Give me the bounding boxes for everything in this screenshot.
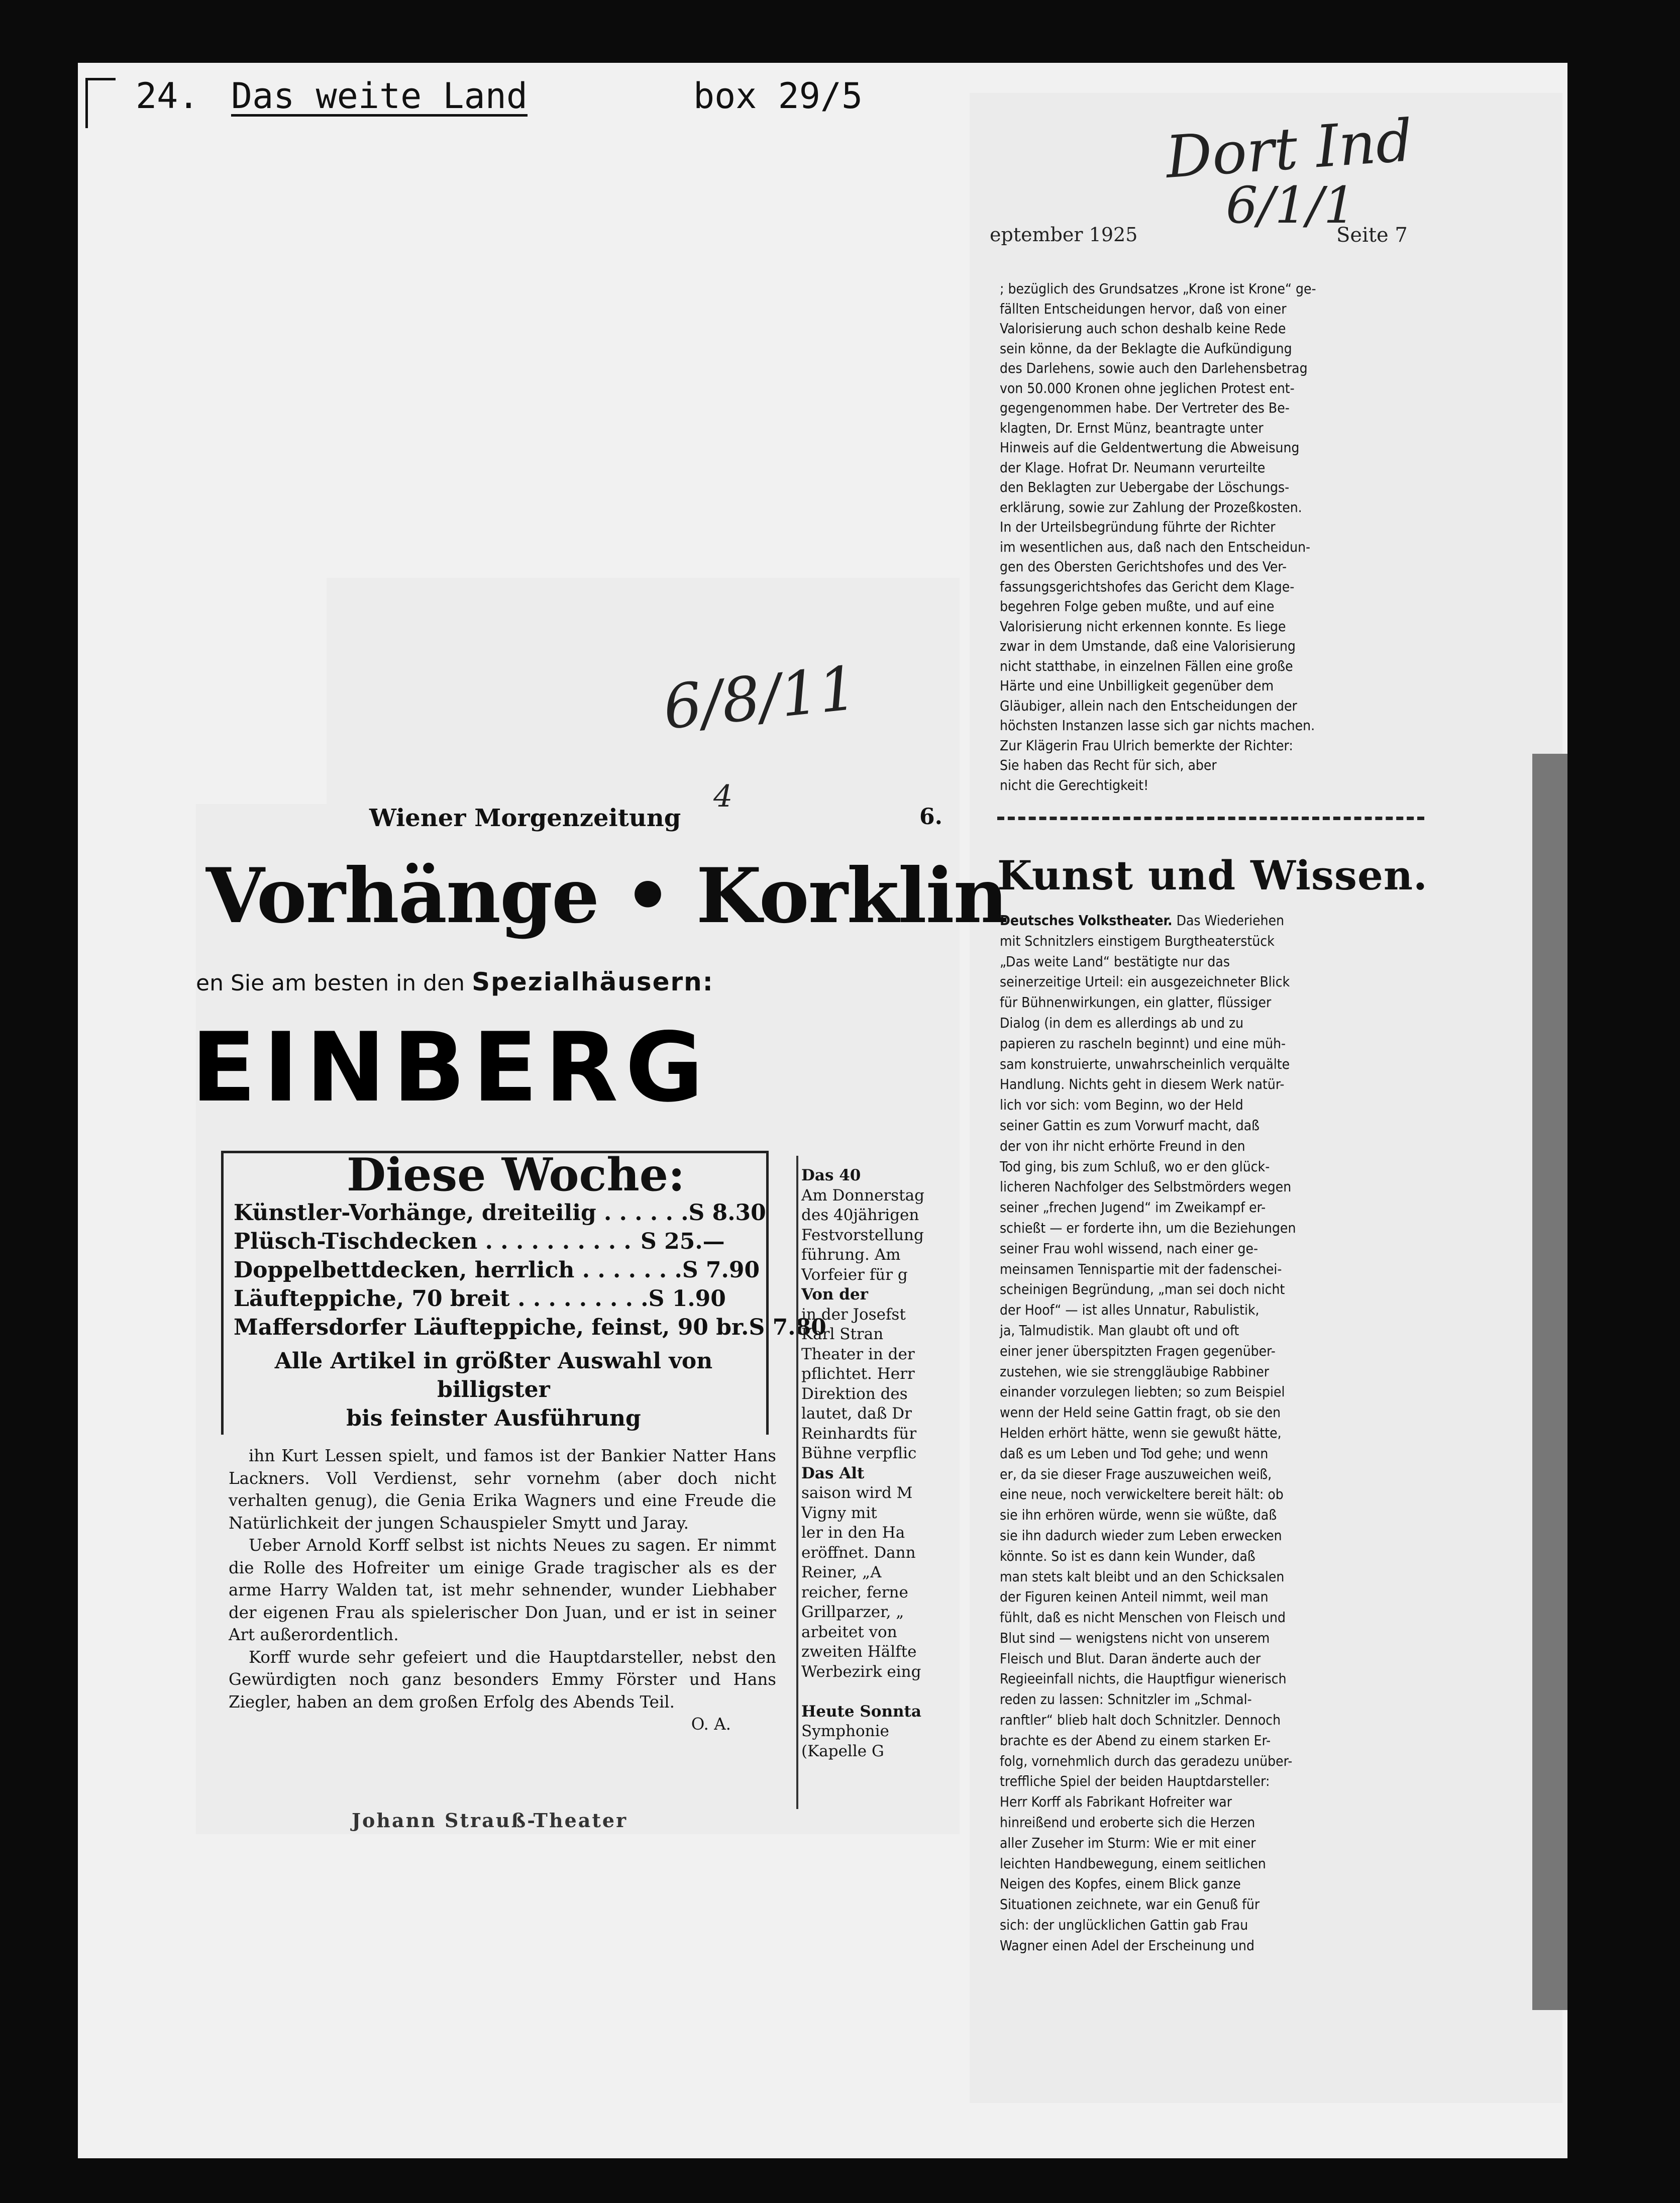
text-line: erklärung, sowie zur Zahlung der Prozeßkosten. (1000, 498, 1302, 516)
text-line-content: „Das weite Land“ bestätigte nur das (1000, 953, 1230, 970)
text-line: saison wird M (801, 1484, 913, 1502)
text-line: des 40jährigen (801, 1206, 919, 1224)
text-line: der Klage. Hofrat Dr. Neumann verurteilte (1000, 459, 1266, 476)
text-line: Das Alt (801, 1464, 865, 1482)
text-line-content: der von ihr nicht erhörte Freund in den (1000, 1137, 1245, 1154)
ad-subline-bold: Spezialhäusern: (472, 967, 714, 996)
section-divider (997, 817, 1424, 820)
text-line-content: Situationen zeichnete, war ein Genuß für (1000, 1896, 1260, 1913)
text-line-content: man stets kalt bleibt und an den Schicksalen (1000, 1568, 1285, 1585)
review-paragraph: Ueber Arnold Korff selbst ist nichts Neues zu sagen. Er nimmt die Rolle des Hofreiter um einige Grade tragischer als es der arme Harry Walden tat, ist mehr sehnender, wunder Liebhaber der eigenen Frau als spielerischer Don Juan, und er ist in seiner Art außerordentlich. (229, 1536, 776, 1644)
text-line-content: seiner Gattin es zum Vorwurf macht, daß (1000, 1117, 1260, 1134)
text-line (1000, 1013, 1422, 1034)
text-line (801, 1682, 952, 1702)
text-line: im wesentlichen aus, daß nach den Entscheidun- (1000, 538, 1311, 555)
text-line (1000, 1300, 1422, 1321)
text-line: begehren Folge geben mußte, und auf eine (1000, 598, 1275, 615)
price-row (234, 1227, 754, 1256)
text-line-content: Herr Korff als Fabrikant Hofreiter war (1000, 1793, 1232, 1811)
text-line: klagten, Dr. Ernst Münz, beantragte unter (1000, 419, 1264, 436)
text-line (1000, 1116, 1422, 1136)
text-line: In der Urteilsbegründung führte der Richter (1000, 519, 1276, 535)
price-row (234, 1256, 760, 1284)
text-line-content: lich vor sich: vom Beginn, wo der Held (1000, 1096, 1243, 1114)
text-line-content: Blut sind — wenigstens nicht von unserem (1000, 1629, 1270, 1646)
text-line (1000, 911, 1422, 931)
price-item: Maffersdorfer Läufteppiche, feinst, 90 br. (234, 1315, 749, 1340)
text-line-content: reden zu lassen: Schnitzler im „Schmal- (1000, 1691, 1252, 1708)
ad-subline-text: en Sie am besten in den (196, 970, 465, 996)
text-line-content: Helden erhört hätte, wenn sie gewußt hätte, (1000, 1424, 1282, 1441)
clipping-review-text (229, 1445, 776, 1736)
price-list (234, 1198, 826, 1342)
price-row (234, 1313, 826, 1342)
ad-footer-line: bis feinster Ausführung (346, 1406, 641, 1431)
text-line-content: der Hoof“ — ist alles Unnatur, Rabulistik, (1000, 1301, 1259, 1319)
text-line-content: ranftler“ blieb halt doch Schnitzler. Dennoch (1000, 1712, 1281, 1729)
text-line-content: Dialog (in dem es allerdings ab und zu (1000, 1014, 1244, 1031)
text-line: Reinhardts für (801, 1424, 917, 1443)
text-line-content: seiner „frechen Jugend“ im Zweikampf er- (1000, 1199, 1266, 1216)
text-line (1000, 1239, 1422, 1259)
text-line (1000, 1136, 1422, 1157)
text-line-content: seiner Frau wohl wissend, nach einer ge- (1000, 1240, 1258, 1257)
text-line-content: Regieeinfall nichts, die Hauptfigur wienerisch (1000, 1670, 1287, 1687)
text-line: Gläubiger, allein nach den Entscheidungen der (1000, 697, 1297, 714)
text-line-content: scheinigen Begründung, „man sei doch nicht (1000, 1281, 1285, 1298)
text-line: gen des Obersten Gerichtshofes und des Ver- (1000, 558, 1287, 575)
text-line (1000, 1095, 1422, 1116)
text-line-content: folg, vornehmlich durch das geradezu unüber- (1000, 1752, 1293, 1769)
text-line: Karl Stran (801, 1325, 884, 1343)
text-line: höchsten Instanzen lasse sich gar nichts machen. (1000, 717, 1315, 734)
text-line-content: der Figuren keinen Anteil nimmt, weil man (1000, 1588, 1269, 1606)
text-line: Sie haben das Recht für sich, aber (1000, 757, 1217, 773)
text-line (1000, 1915, 1422, 1936)
text-line (1000, 1854, 1422, 1874)
text-line: Das 40 (801, 1166, 861, 1184)
clipping-middle-column (801, 1166, 952, 1784)
text-line: Am Donnerstag (801, 1186, 924, 1205)
price-value: S 7.80 (749, 1315, 826, 1340)
text-line (1000, 1362, 1422, 1382)
text-line: Grillparzer, „ (801, 1603, 904, 1621)
ad-box-title: Diese Woche: (347, 1148, 685, 1201)
text-line (1000, 1423, 1422, 1444)
text-line: in der Josefst (801, 1305, 906, 1324)
text-line (1000, 1074, 1422, 1095)
text-line (1000, 1833, 1422, 1854)
text-line (1000, 1321, 1422, 1341)
text-line-content: wenn der Held seine Gattin fragt, ob sie den (1000, 1404, 1281, 1421)
newspaper-date: 6. (919, 804, 942, 830)
text-line (1000, 1526, 1422, 1546)
text-line: lautet, daß Dr (801, 1405, 912, 1423)
text-line (1000, 1444, 1422, 1464)
sheet-title: Das weite Land (231, 75, 528, 117)
text-line: zweiten Hälfte (801, 1643, 917, 1661)
price-item: Plüsch-Tischdecken . . . . . . . . . . (234, 1229, 632, 1254)
text-line: gegengenommen habe. Der Vertreter des Be- (1000, 399, 1290, 416)
text-line: arbeitet von (801, 1623, 897, 1641)
text-line-content: einander vorzulegen liebten; so zum Beispiel (1000, 1383, 1285, 1400)
court-report-text (1000, 279, 1422, 795)
text-line-content: Neigen des Kopfes, einem Blick ganze (1000, 1875, 1241, 1892)
text-line-content: aller Zuseher im Sturm: Wie er mit einer (1000, 1834, 1256, 1851)
price-item: Läufteppiche, 70 breit . . . . . . . . . (234, 1286, 649, 1312)
text-line (1000, 1279, 1422, 1300)
text-line: pflichtet. Herr (801, 1365, 915, 1383)
text-line: Zur Klägerin Frau Ulrich bemerkte der Richter: (1000, 737, 1293, 754)
text-line: Vigny mit (801, 1504, 877, 1522)
text-line: Festvorstellung (801, 1226, 924, 1244)
price-value: S 7.90 (682, 1257, 760, 1283)
text-line (1000, 1034, 1422, 1054)
text-line (1000, 1567, 1422, 1587)
clipping-top-margin (327, 578, 960, 814)
text-line-content: er, da sie dieser Frage auszuweichen weiß, (1000, 1465, 1272, 1482)
handwritten-date: 6/1/1 (1226, 176, 1356, 235)
text-line (1000, 1403, 1422, 1423)
text-line (1000, 1546, 1422, 1567)
text-line (1000, 1608, 1422, 1628)
text-line: Heute Sonnta (801, 1702, 921, 1721)
text-line: Valorisierung auch schon deshalb keine Rede (1000, 320, 1286, 337)
text-line: (Kapelle G (801, 1742, 884, 1760)
text-line-content: ja, Talmudistik. Man glaubt oft und oft (1000, 1322, 1239, 1339)
text-line (1000, 952, 1422, 972)
clipping-handwritten-mark: 4 (713, 779, 733, 814)
right-column-shadow (1532, 754, 1567, 2010)
ad-store-name: EINBERG (191, 1012, 711, 1123)
text-line: sein könne, da der Beklagte die Aufkündigung (1000, 340, 1292, 357)
price-item: Künstler-Vorhänge, dreiteilig . . . . . . (234, 1200, 689, 1226)
text-line-content: zustehen, wie sie strenggläubige Rabbiner (1000, 1363, 1270, 1380)
text-line (1000, 1505, 1422, 1526)
review-signature: O. A. (691, 1715, 731, 1734)
text-line: Werbezirk eing (801, 1662, 921, 1681)
text-line (1000, 1669, 1422, 1689)
text-line: Von der (801, 1285, 868, 1304)
price-value: S 8.30 (688, 1200, 766, 1226)
text-line-content: meinsamen Tennispartie mit der fadenschei- (1000, 1260, 1282, 1277)
text-line: eröffnet. Dann (801, 1543, 916, 1562)
text-line-content: daß es um Leben und Tod gehe; und wenn (1000, 1445, 1269, 1462)
text-line (1000, 992, 1422, 1013)
text-line: Reiner, „A (801, 1563, 882, 1581)
text-line-content: papieren zu rascheln beginnt) und eine müh- (1000, 1035, 1286, 1052)
text-line-content: leichten Handbewegung, einem seitlichen (1000, 1855, 1266, 1872)
text-line: des Darlehens, sowie auch den Darlehensbetrag (1000, 360, 1308, 376)
text-line-content: schießt — er forderte ihn, um die Beziehungen (1000, 1219, 1296, 1236)
text-line-content: Das Wiederiehen (1176, 912, 1285, 929)
text-line (1000, 931, 1422, 952)
text-line (1000, 1259, 1422, 1280)
text-line (1000, 1710, 1422, 1731)
text-line-content: für Bühnenwirkungen, ein glatter, flüssiger (1000, 994, 1272, 1011)
price-item: Doppelbettdecken, herrlich . . . . . . . (234, 1257, 682, 1283)
text-line: den Beklagten zur Uebergabe der Löschungs- (1000, 479, 1290, 495)
text-line (1000, 1936, 1422, 1956)
text-line-content: licheren Nachfolger des Selbstmörders wegen (1000, 1178, 1292, 1195)
column-separator (796, 1156, 798, 1809)
text-line: ler in den Ha (801, 1524, 905, 1542)
ad-footer-line: Alle Artikel in größter Auswahl von billigster (274, 1348, 713, 1403)
text-line (1000, 972, 1422, 992)
review-lead: Deutsches Volkstheater. (1000, 912, 1173, 929)
clipping-handwritten-date: 6/8/11 (660, 653, 861, 743)
text-line-content: Tod ging, bis zum Schluß, wo er den glück- (1000, 1158, 1270, 1175)
text-line (1000, 1751, 1422, 1772)
box-label: box 29/5 (693, 75, 863, 117)
right-column-date: eptember 1925 (990, 224, 1138, 246)
text-line-content: Handlung. Nichts geht in diesem Werk natür- (1000, 1076, 1285, 1093)
text-line-content: hinreißend und eroberte sich die Herzen (1000, 1814, 1255, 1831)
ad-subline (196, 967, 714, 996)
text-line: nicht statthabe, in einzelnen Fällen eine große (1000, 657, 1293, 674)
text-line: Direktion des (801, 1384, 908, 1403)
ad-box-footer (234, 1347, 754, 1433)
text-line: führung. Am (801, 1246, 901, 1264)
text-line-content: Fleisch und Blut. Daran änderte auch der (1000, 1650, 1261, 1667)
handwritten-note: Dort Ind (1163, 107, 1415, 192)
text-line-content: sam konstruierte, unwahrscheinlich verquälte (1000, 1055, 1290, 1072)
text-line: Theater in der (801, 1345, 915, 1363)
text-line (1000, 1382, 1422, 1403)
text-line-content: mit Schnitzlers einstigem Burgtheaterstück (1000, 932, 1275, 949)
text-line: Valorisierung nicht erkennen konnte. Es liege (1000, 618, 1286, 635)
text-line (1000, 1197, 1422, 1218)
text-line (1000, 1792, 1422, 1813)
clipping-bottom-fragment: Johann Strauß-Theater (352, 1809, 628, 1832)
text-line (1000, 1771, 1422, 1792)
text-line: reicher, ferne (801, 1583, 908, 1601)
text-line (1000, 1628, 1422, 1649)
right-column-page: Seite 7 (1336, 224, 1408, 247)
price-row (234, 1198, 766, 1227)
price-value: S 25.— (641, 1229, 725, 1254)
price-value: S 1.90 (648, 1286, 726, 1312)
text-line-content: fühlt, daß es nicht Menschen von Fleisch und (1000, 1609, 1286, 1626)
text-line (1000, 1894, 1422, 1915)
text-line (1000, 1341, 1422, 1362)
text-line-content: sich: der unglücklichen Gattin gab Frau (1000, 1917, 1248, 1934)
sheet-number: 24. (136, 75, 199, 117)
text-line-content: eine neue, noch verwickeltere bereit hält: ob (1000, 1486, 1284, 1503)
text-line (1000, 1464, 1422, 1485)
text-line-content: einer jener überspitzten Fragen gegenüber- (1000, 1342, 1276, 1359)
newspaper-name: Wiener Morgenzeitung (369, 804, 681, 832)
text-line: fassungsgerichtshofes das Gericht dem Klage- (1000, 578, 1295, 595)
text-line (1000, 1689, 1422, 1710)
text-line-content: treffliche Spiel der beiden Hauptdarsteller: (1000, 1773, 1270, 1790)
text-line-content: könnte. So ist es dann kein Wunder, daß (1000, 1547, 1255, 1564)
text-line: Symphonie (801, 1722, 889, 1740)
text-line: Vorfeier für g (801, 1265, 908, 1284)
theater-review-text (1000, 911, 1422, 1956)
text-line-content: sie ihn dadurch wieder zum Leben erwecken (1000, 1527, 1282, 1544)
text-line (1000, 1054, 1422, 1075)
text-line-content: Wagner einen Adel der Erscheinung und (1000, 1937, 1254, 1954)
text-line: zwar in dem Umstande, daß eine Valorisierung (1000, 638, 1296, 654)
text-line-content: brachte es der Abend zu einem starken Er- (1000, 1732, 1271, 1749)
text-line: Härte und eine Unbilligkeit gegenüber dem (1000, 677, 1274, 694)
review-paragraph: Korff wurde sehr gefeiert und die Hauptdarsteller, nebst den Gewürdigten noch ganz besonders Emmy Förster und Hans Ziegler, haben an dem großen Erfolg des Abends Teil. (229, 1647, 776, 1712)
ad-banner: Vorhänge • Korklin (206, 852, 1007, 940)
section-heading: Kunst und Wissen. (997, 852, 1428, 899)
text-line-content: sie ihn erhören würde, wenn sie wüßte, daß (1000, 1507, 1277, 1524)
text-line: ; bezüglich des Grundsatzes „Krone ist Krone“ ge- (1000, 280, 1316, 297)
text-line (1000, 1587, 1422, 1608)
text-line: nicht die Gerechtigkeit! (1000, 776, 1149, 793)
text-line (1000, 1218, 1422, 1239)
text-line (1000, 1177, 1422, 1197)
text-line (1000, 1484, 1422, 1505)
review-paragraph: ihn Kurt Lessen spielt, und famos ist der Bankier Natter Hans Lackners. Voll Verdienst, sehr vornehm (aber doch nicht verhalten genug), die Genia Erika Wagners und eine Freude die Natürlichkeit der jungen Schauspieler Smytt und Jaray. (229, 1446, 776, 1533)
text-line: fällten Entscheidungen hervor, daß von einer (1000, 300, 1287, 317)
text-line (1000, 1649, 1422, 1669)
text-line-content: seinerzeitige Urteil: ein ausgezeichneter Blick (1000, 973, 1290, 990)
text-line: von 50.000 Kronen ohne jeglichen Protest ent- (1000, 379, 1295, 396)
text-line (1000, 1731, 1422, 1751)
price-row (234, 1284, 754, 1313)
text-line (1000, 1813, 1422, 1833)
text-line: Hinweis auf die Geldentwertung die Abweisung (1000, 439, 1300, 456)
text-line (1000, 1874, 1422, 1894)
text-line (1000, 1157, 1422, 1177)
text-line: Bühne verpflic (801, 1444, 917, 1462)
corner-crop-mark (85, 78, 116, 128)
